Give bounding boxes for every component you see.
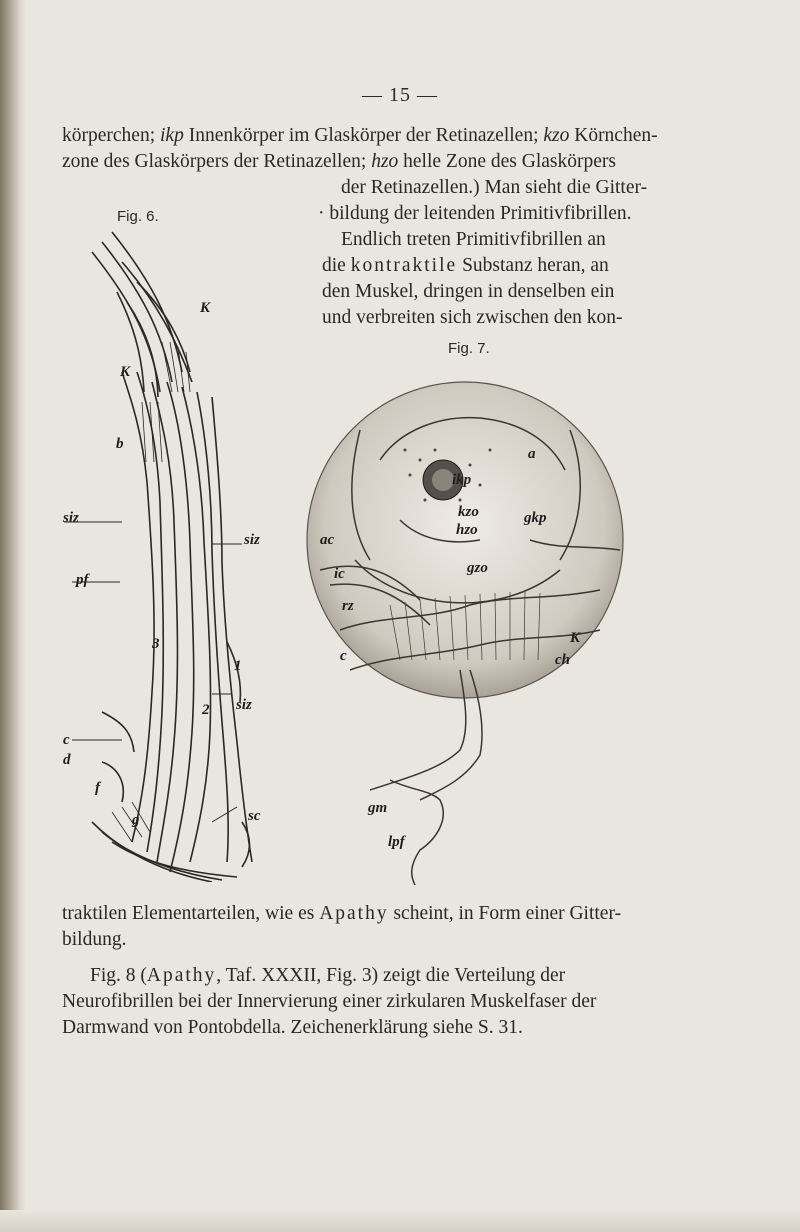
figure-6-label: b — [116, 436, 124, 452]
figure-7-label: ch — [555, 652, 570, 668]
page-bottom-edge — [0, 1210, 800, 1232]
figure-6-label: sc — [248, 808, 261, 824]
text-line: · bildung der leitenden Primitivfibrillen. — [318, 203, 632, 224]
figure-6-label: g — [132, 812, 140, 828]
text-line: und verbreiten sich zwischen den kon- — [322, 307, 623, 328]
figure-7-label: K — [570, 630, 581, 646]
text-line: zone des Glaskörpers der Retinazellen; hzo helle Zone des Glaskörpers — [62, 151, 616, 172]
figure-6-label: 2 — [202, 702, 210, 718]
text-line: Fig. 8 (Apathy, Taf. XXXII, Fig. 3) zeigt die Verteilung der — [90, 965, 566, 986]
figure-7-label: lpf — [388, 834, 405, 850]
figure-6-label: 3 — [152, 636, 160, 652]
figure-7-label: rz — [342, 598, 354, 614]
figure-6-label: pf — [76, 572, 89, 588]
figure-7-drawing — [300, 370, 640, 885]
figure-7-label: kzo — [458, 504, 479, 520]
figure-6-label: siz — [236, 697, 252, 713]
figure-6-label: K — [120, 364, 131, 380]
text-line: Neurofibrillen bei der Innervierung einer zirkularen Muskelfaser der — [62, 991, 597, 1012]
text-line: Darmwand von Pontobdella. Zeichenerklärung siehe S. 31. — [62, 1017, 523, 1038]
figure-6-label: c — [63, 732, 70, 748]
page-binding-edge — [0, 0, 26, 1232]
figure-7-label: ic — [334, 566, 345, 582]
figure-6-caption: Fig. 6. — [117, 208, 159, 225]
text-line: der Retinazellen.) Man sieht die Gitter- — [341, 177, 648, 198]
figure-6-label: siz — [63, 510, 79, 526]
figure-7-label: c — [340, 648, 347, 664]
figure-7-label: a — [528, 446, 536, 462]
figure-7-label: hzo — [456, 522, 478, 538]
figure-7-label: ikp — [452, 472, 472, 488]
figure-7-label: gkp — [524, 510, 547, 526]
page-number: — 15 — — [362, 84, 438, 106]
figure-7-label: ac — [320, 532, 335, 548]
text-line: die kontraktile Substanz heran, an — [322, 255, 609, 276]
figure-6-label: K — [200, 300, 211, 316]
figure-7-label: gzo — [467, 560, 488, 576]
text-line: bildung. — [62, 929, 127, 950]
figure-6-label: siz — [244, 532, 260, 548]
figure-6-label: f — [95, 780, 100, 796]
text-line: den Muskel, dringen in denselben ein — [322, 281, 615, 302]
figure-7-caption: Fig. 7. — [448, 340, 490, 357]
figure-7-label: gm — [368, 800, 388, 816]
figure-6-label: d — [63, 752, 71, 768]
text-line: körperchen; ikp Innenkörper im Glaskörper der Retinazellen; kzo Körnchen- — [62, 125, 658, 146]
text-line: Endlich treten Primitivfibrillen an — [341, 229, 606, 250]
text-line: traktilen Elementarteilen, wie es Apathy scheint, in Form einer Gitter- — [62, 903, 622, 924]
figure-6-label: 1 — [234, 658, 242, 674]
